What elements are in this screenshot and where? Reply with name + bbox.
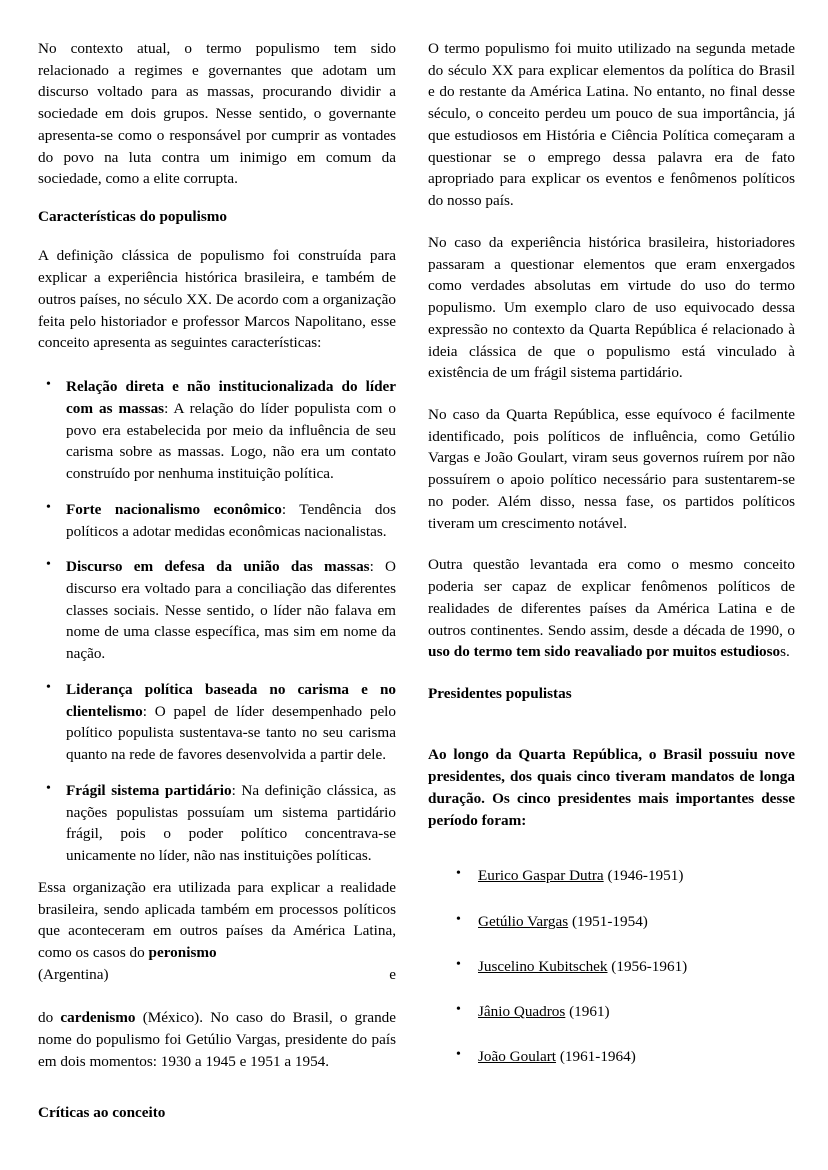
heading-presidentes-populistas: Presidentes populistas bbox=[428, 685, 572, 703]
characteristic-description: : O papel de líder desempenhado pelo político populista sustentava-se tanto no seu carisma quanto na rede de favores desenvolvida a partir dele. bbox=[66, 702, 396, 764]
characteristic-description: : O discurso era voltado para a conciliação das diferentes classes sociais. Nesse sentido, o líder não falava em nome de uma classe específica, mas sim em nome da nação. bbox=[66, 558, 396, 663]
list-item bbox=[428, 911, 795, 932]
closing-text-part-5: (México). No caso do Brasil, o grande nome do populismo foi Getúlio Vargas, presidente do país em dois momentos: 1930 a 1945 e 1951 a 1954. bbox=[38, 1009, 397, 1070]
term-cardenismo: cardenismo bbox=[60, 1009, 136, 1027]
president-link-getulio-vargas[interactable]: Getúlio Vargas bbox=[478, 912, 569, 930]
president-years: (1946-1951) bbox=[603, 867, 684, 885]
conjunction-e: e bbox=[389, 965, 396, 983]
right-column bbox=[428, 38, 795, 1068]
presidents-list-spacer bbox=[428, 831, 795, 865]
list-item bbox=[38, 780, 396, 867]
characteristic-term: Discurso em defesa da união das massas bbox=[66, 558, 370, 576]
closing-paragraph bbox=[38, 877, 396, 1073]
closing-text-part-1: Essa organização era utilizada para explicar a realidade brasileira, sendo aplicada também em processos políticos que aconteceram em outros países da América Latina, como os casos do bbox=[38, 878, 396, 961]
left-column bbox=[38, 38, 396, 1142]
intro-spacer bbox=[428, 722, 795, 744]
president-link-juscelino-kubitschek[interactable]: Juscelino Kubitschek bbox=[478, 957, 608, 975]
argentina-parenthetical: (Argentina) bbox=[38, 965, 109, 983]
president-link-janio-quadros[interactable]: Jânio Quadros bbox=[478, 1003, 566, 1021]
closing-text-part-4: do bbox=[38, 1009, 61, 1027]
presidents-intro-paragraph: Ao longo da Quarta República, o Brasil possuiu nove presidentes, dos quais cinco tiveram mandatos de longa duração. Os cinco presidentes mais importantes desse período foram: bbox=[428, 746, 795, 829]
list-item bbox=[38, 679, 396, 766]
right-paragraph-3: No caso da Quarta República, esse equívoco é facilmente identificado, pois políticos de influência, como Getúlio Vargas e João Goulart, viram seus governos ruírem por não possuírem o apoio político necessário para sustentarem-se no poder. Além disso, nessa fase, os partidos políticos tiveram um crescimento notável. bbox=[428, 406, 795, 532]
paragraph-spacer bbox=[38, 867, 396, 877]
presidents-list bbox=[428, 865, 795, 1067]
paragraph-4-part-1: Outra questão levantada era como o mesmo conceito poderia ser capaz de explicar fenômenos políticos de realidades de diferentes países da América Latina e de outros continentes. Sendo assim, desde a década de 1990, o bbox=[428, 556, 795, 639]
characteristic-description: : A relação do líder populista com o povo era estabelecida por meio da influência de seu carisma sobre as massas. Logo, não era um contato construído por nenhuma instituição política. bbox=[66, 399, 396, 483]
characteristic-description: : Na definição clássica, as nações populistas possuíam um sistema partidário frágil, pois o poder político concentrava-se unicamente no líder, não nas instituições políticas. bbox=[66, 781, 396, 865]
characteristic-term: Liderança política baseada no carisma e no clientelismo bbox=[66, 680, 396, 720]
characteristic-description: : Tendência dos políticos a adotar medidas econômicas nacionalistas. bbox=[66, 500, 396, 540]
intro-paragraph: No contexto atual, o termo populismo tem sido relacionado a regimes e governantes que adotam um discurso voltado para as massas, procurando dividir a sociedade em dois grupos. Nesse sentido, o governante apresenta-se como o responsável por cumprir as vontades do povo na luta contra um inimigo em comum da sociedade, como a elite corrupta. bbox=[38, 40, 396, 188]
president-link-eurico-gaspar-dutra[interactable]: Eurico Gaspar Dutra bbox=[478, 867, 604, 885]
characteristic-term: Relação direta e não institucionalizada do líder com as massas bbox=[66, 378, 396, 417]
list-item bbox=[38, 376, 396, 485]
right-paragraph-4 bbox=[428, 554, 795, 663]
president-link-joao-goulart[interactable]: João Goulart bbox=[478, 1048, 557, 1066]
heading-spacer bbox=[38, 1072, 396, 1094]
president-years: (1961-1964) bbox=[556, 1048, 636, 1066]
definition-paragraph: A definição clássica de populismo foi construída para explicar a experiência histórica brasileira, e também de outros países, no século XX. De acordo com a organização feita pelo historiador e professor Marcos Napolitano, esse conceito apresenta as seguintes características: bbox=[38, 247, 396, 352]
president-years: (1961) bbox=[565, 1003, 610, 1021]
two-column-layout bbox=[38, 38, 795, 1142]
paragraph-4-bold-phrase: uso do termo tem sido reavaliado por muitos estudioso bbox=[428, 643, 781, 661]
list-item bbox=[428, 1001, 795, 1022]
right-paragraph-1: O termo populismo foi muito utilizado na segunda metade do século XX para explicar elementos da política do Brasil e do restante da América Latina. No entanto, no final desse século, o conceito perdeu um pouco de sua importância, já que estudiosos em História e Ciência Política começaram a questionar se o emprego dessa palavra era de fato apropriado para explicar os eventos e fenômenos políticos do nosso país. bbox=[428, 40, 795, 210]
characteristics-list bbox=[38, 376, 396, 867]
right-paragraph-2: No caso da experiência histórica brasileira, historiadores passaram a questionar elementos que eram enxergados como verdades absolutas em virtude do uso do termo populismo. Um exemplo claro de uso equivocado dessa expressão no contexto da Quarta República é relacionado à ideia clássica de que o populismo está vinculado à existência de um frágil sistema partidário. bbox=[428, 233, 795, 382]
list-item bbox=[38, 499, 396, 542]
list-item bbox=[38, 556, 396, 665]
closing-text-part-2 bbox=[38, 964, 396, 1007]
president-years: (1956-1961) bbox=[607, 957, 688, 975]
list-spacer bbox=[38, 366, 396, 376]
list-item bbox=[428, 956, 795, 977]
term-peronismo: peronismo bbox=[148, 943, 217, 961]
list-item bbox=[428, 865, 795, 886]
list-item bbox=[428, 1046, 795, 1067]
paragraph-4-part-2: s. bbox=[780, 643, 790, 661]
president-years: (1951-1954) bbox=[568, 912, 648, 930]
characteristic-term: Forte nacionalismo econômico bbox=[66, 500, 282, 518]
characteristic-term: Frágil sistema partidário bbox=[66, 781, 232, 799]
heading-caracteristicas-do-populismo: Características do populismo bbox=[38, 208, 227, 226]
heading-criticas-ao-conceito: Críticas ao conceito bbox=[38, 1104, 166, 1122]
